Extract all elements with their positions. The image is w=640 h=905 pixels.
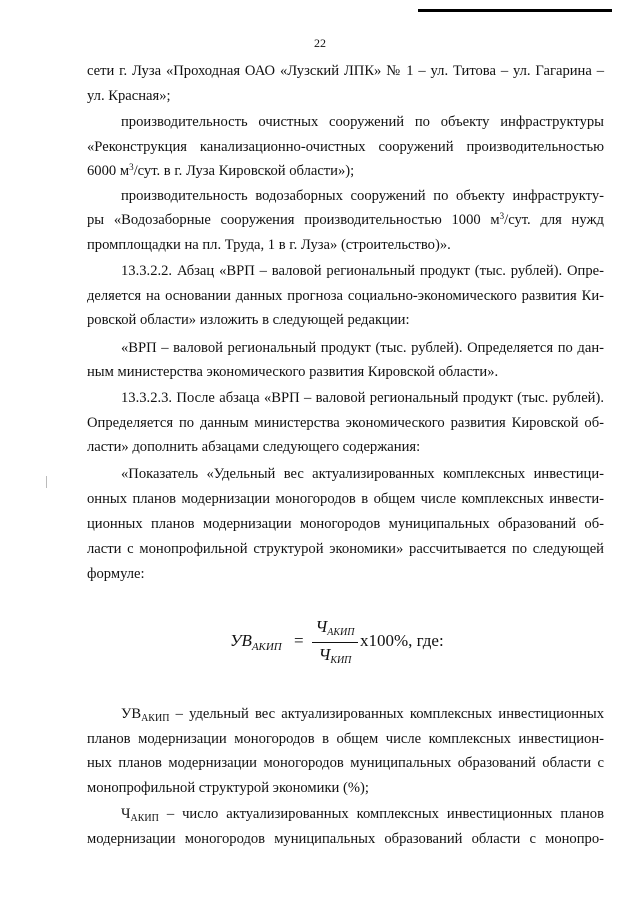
text-line: «Реконструкция канализационно-очистных сооружений производительностью xyxy=(87,139,604,155)
text-line: ным министерства экономического развития Кировской области». xyxy=(87,364,499,380)
formula-numerator: $Ч_{АКИП}$ xyxy=(315,617,355,638)
text-line: Определяется по данным министерства экономического развития Кировской об- xyxy=(87,415,604,431)
text-line: 6000 $м^3$/сут. в г. Луза Кировской области»); xyxy=(87,162,355,179)
text-line: ласти» дополнить абзацами следующего содержания: xyxy=(87,439,421,455)
text-line: ционных планов модернизации моногородов муниципальных образований об- xyxy=(87,516,604,532)
text-line: производительность очистных сооружений по объекту инфраструктуры xyxy=(121,114,604,130)
formula xyxy=(230,617,490,677)
text-line: онных планов модернизации моногородов в общем числе комплексных инвести- xyxy=(87,491,604,507)
text-line: ровской области» изложить в следующей редакции: xyxy=(87,312,410,328)
text-line: ласти с монопрофильной структурой экономики» рассчитывается по следующей xyxy=(87,541,604,557)
text-line: «Показатель «Удельный вес актуализированных комплексных инвестици- xyxy=(121,466,604,482)
header-rule xyxy=(418,9,612,12)
formula-lhs: $УВ_{АКИП}$ xyxy=(230,631,282,653)
text-line: формуле: xyxy=(87,566,145,582)
text-line: 13.3.2.3. После абзаца «ВРП – валовой региональный продукт (тыс. рублей). xyxy=(121,390,604,406)
text-line: ул. Красная»; xyxy=(87,88,171,104)
formula-denominator: $Ч_{КИП}$ xyxy=(318,645,352,666)
margin-mark xyxy=(46,476,47,488)
text-line: ных планов модернизации моногородов муниципальных образований области с xyxy=(87,755,604,771)
text-line: сети г. Луза «Проходная ОАО «Лузский ЛПК» № 1 – ул. Титова – ул. Гагарина – xyxy=(87,63,604,79)
text-line: модернизации моногородов муниципальных образований области с монопро- xyxy=(87,831,604,847)
formula-equals: = xyxy=(294,631,304,650)
text-line: ры «Водозаборные сооружения производительностью 1000 $м^3$/сут. для нужд xyxy=(87,211,604,228)
page-number: 22 xyxy=(314,36,326,50)
text-line: деляется на основании данных прогноза социально-экономического развития Ки- xyxy=(87,288,604,304)
text-line: производительность водозаборных сооружений по объекту инфраструкту- xyxy=(121,188,604,204)
text-line: планов модернизации моногородов в общем числе комплексных инвестицион- xyxy=(87,731,604,747)
formula-rhs: х100%, где: xyxy=(360,631,444,650)
text-line: $Ч_{АКИП}$ – число актуализированных комплексных инвестиционных планов xyxy=(121,806,604,824)
text-line: 13.3.2.2. Абзац «ВРП – валовой региональный продукт (тыс. рублей). Опре- xyxy=(121,263,604,279)
text-line: $УВ_{АКИП}$ – удельный вес актуализированных комплексных инвестиционных xyxy=(121,706,604,724)
formula-fraction xyxy=(312,617,358,669)
text-line: «ВРП – валовой региональный продукт (тыс. рублей). Определяется по дан- xyxy=(121,340,604,356)
text-line: монопрофильной структурой экономики (%); xyxy=(87,780,369,796)
text-line: промплощадки на пл. Труда, 1 в г. Луза» (строительство)». xyxy=(87,237,451,253)
fraction-bar xyxy=(312,642,358,643)
